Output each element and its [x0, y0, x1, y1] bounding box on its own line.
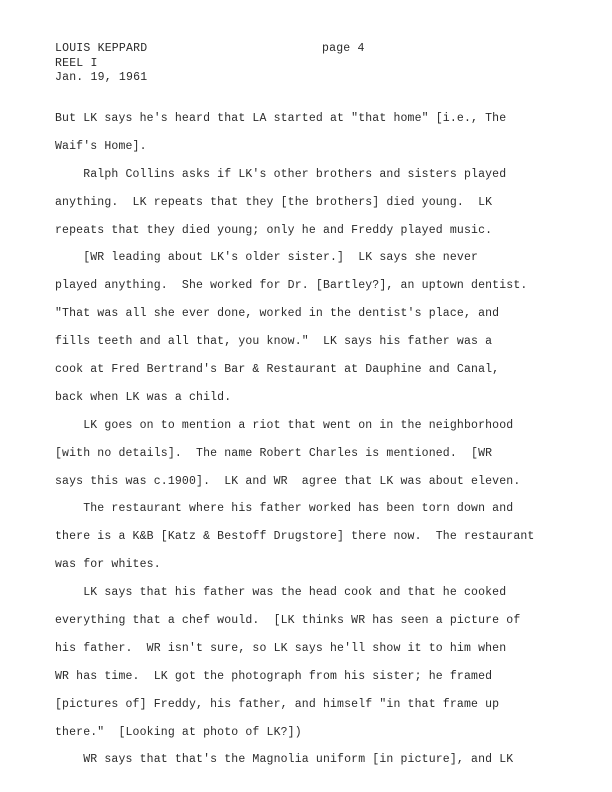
text-line: his father. WR isn't sure, so LK says he'll show it to him when — [55, 641, 507, 655]
text-line: cook at Fred Bertrand's Bar & Restaurant at Dauphine and Canal, — [55, 363, 500, 377]
text-line: fills teeth and all that, you know." LK says his father was a — [55, 335, 493, 349]
text-line: there." [Looking at photo of LK?]) — [55, 725, 302, 739]
text-line: [with no details]. The name Robert Charles is mentioned. [WR — [55, 446, 493, 460]
text-line: says this was c.1900]. LK and WR agree that LK was about eleven. — [55, 474, 521, 488]
text-line: Ralph Collins asks if LK's other brothers and sisters played — [55, 167, 507, 181]
text-line: was for whites. — [55, 558, 161, 572]
interview-date: Jan. 19, 1961 — [55, 71, 148, 84]
text-line: LK says that his father was the head cook and that he cooked — [55, 586, 507, 600]
text-line: [WR leading about LK's older sister.] LK says she never — [55, 251, 479, 265]
text-line: played anything. She worked for Dr. [Bartley?], an uptown dentist. — [55, 279, 528, 293]
text-line: WR says that that's the Magnolia uniform [in picture], and LK — [55, 753, 514, 767]
header-block — [55, 42, 147, 86]
text-line: But LK says he's heard that LA started at "that home" [i.e., The — [55, 112, 507, 125]
transcript-body — [55, 110, 555, 779]
text-line: LK goes on to mention a riot that went on in the neighborhood — [55, 418, 514, 432]
page-number: page 4 — [322, 42, 365, 55]
text-line: anything. LK repeats that they [the brothers] died young. LK — [55, 195, 493, 209]
text-line: Waif's Home]. — [55, 139, 147, 153]
interviewee-name: LOUIS KEPPARD — [55, 42, 148, 55]
text-line: back when LK was a child. — [55, 390, 232, 404]
text-line: WR has time. LK got the photograph from his sister; he framed — [55, 669, 493, 683]
text-line: "That was all she ever done, worked in the dentist's place, and — [55, 307, 500, 321]
text-line: everything that a chef would. [LK thinks WR has seen a picture of — [55, 614, 521, 628]
text-line: [pictures of] Freddy, his father, and himself "in that frame up — [55, 697, 500, 711]
text-line: repeats that they died young; only he and Freddy played music. — [55, 223, 493, 237]
reel-number: REEL I — [55, 56, 98, 70]
text-line: The restaurant where his father worked has been torn down and — [55, 502, 514, 516]
text-line: there is a K&B [Katz & Bestoff Drugstore] there now. The restaurant — [55, 530, 535, 544]
